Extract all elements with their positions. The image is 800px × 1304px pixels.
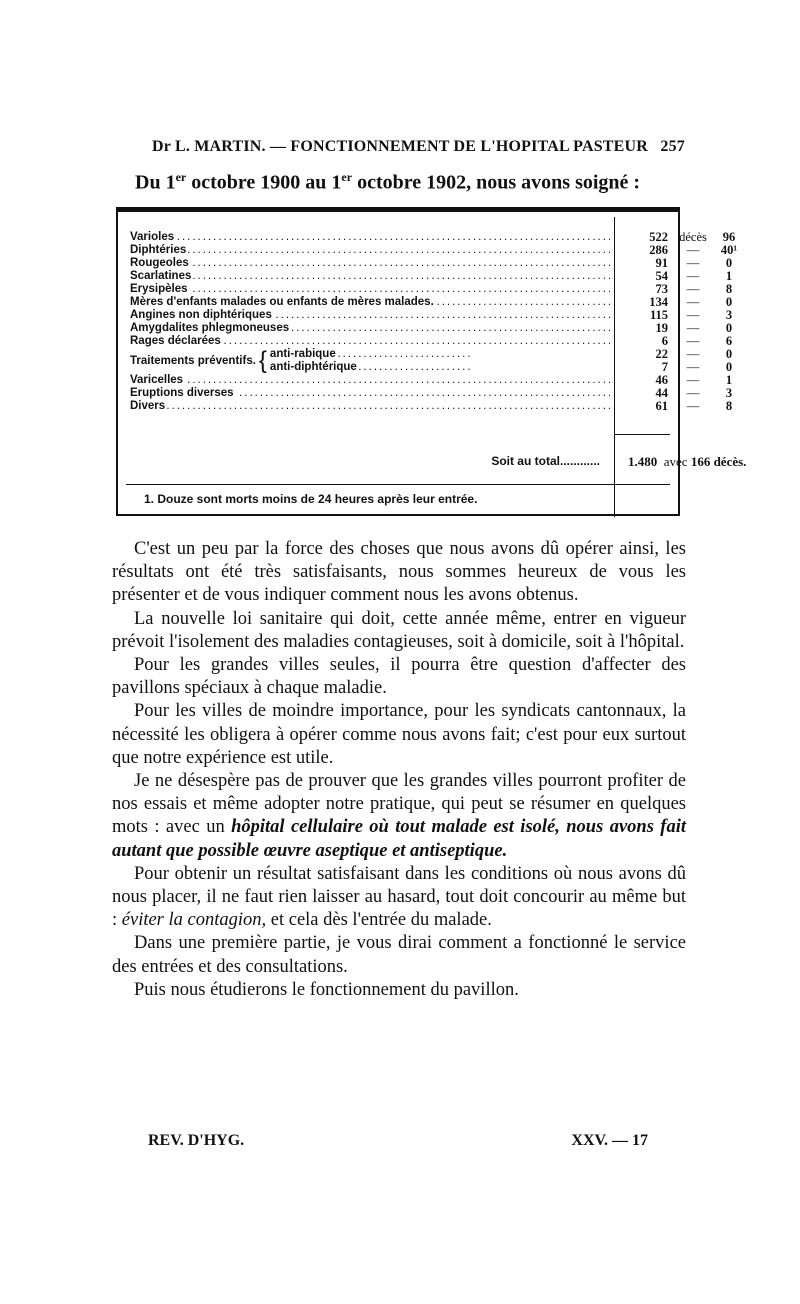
cases-count: 73 <box>655 282 668 296</box>
disease-label: Amygdalites phlegmoneuses <box>130 322 290 334</box>
table-row-preventive <box>130 348 610 374</box>
dash-separator: — <box>686 308 700 322</box>
disease-label: Mères d'enfants malades ou enfants de mères malades. <box>130 296 434 308</box>
paragraph-2: La nouvelle loi sanitaire qui doit, cette année même, entrer en vigueur prévoit l'isolement des maladies contagieuses, soit à domicile, soit à l'hôpital. <box>112 608 686 652</box>
dash-separator: — <box>686 256 700 270</box>
dash-separator: — <box>686 386 700 400</box>
deaths-count: 8 <box>725 399 733 413</box>
disease-label: Varioles <box>130 231 175 243</box>
deces-label: décès <box>679 230 707 244</box>
table-column-divider <box>614 217 615 517</box>
body-text <box>112 538 686 1002</box>
paragraph-8: Puis nous étudierons le fonctionnement du pavillon. <box>134 979 519 1000</box>
deaths-count: 96 <box>722 230 736 244</box>
preventive-sub-label: anti-diphtérique <box>269 361 357 373</box>
intro-middle: octobre 1900 au 1 <box>186 171 342 194</box>
cases-count: 6 <box>661 334 668 348</box>
disease-label: Rages déclarées <box>130 335 221 347</box>
deaths-count: 6 <box>725 334 733 348</box>
footer-signature: XXV. — 17 <box>571 1132 648 1149</box>
table-row-values <box>618 400 778 413</box>
table-row-label <box>130 296 610 309</box>
cases-count: 7 <box>661 360 668 374</box>
table-row-label <box>130 374 610 387</box>
disease-label: Eruptions diverses <box>130 387 234 399</box>
p6-italic: éviter la contagion, <box>121 910 267 931</box>
total-label-text: Soit au total <box>491 454 560 468</box>
brace: { <box>258 347 267 374</box>
deaths-count: 3 <box>725 386 733 400</box>
deaths-count: 0 <box>725 347 733 361</box>
table-footnote: 1. Douze sont morts moins de 24 heures après leur entrée. <box>144 492 478 506</box>
statistics-table <box>116 207 747 516</box>
disease-label: Scarlatines <box>130 270 192 282</box>
cases-count: 134 <box>649 295 668 309</box>
deaths-count: 0 <box>725 321 733 335</box>
paragraph-5 <box>112 770 686 863</box>
table-row-label <box>130 335 610 348</box>
total-with: avec <box>663 454 688 469</box>
dash-separator: — <box>686 399 700 413</box>
cases-count: 115 <box>649 308 668 322</box>
dash-separator: — <box>686 243 700 257</box>
preventive-sub-label: anti-rabique <box>269 348 336 360</box>
dash-separator: — <box>686 373 700 387</box>
running-header <box>152 138 685 156</box>
deaths-count: 40¹ <box>720 243 738 257</box>
dash-separator: — <box>686 269 700 283</box>
intro-line <box>135 170 640 195</box>
running-title: Dr L. MARTIN. — FONCTIONNEMENT DE L'HOPITAL PASTEUR <box>152 138 649 155</box>
disease-label: Erysipèles <box>130 283 188 295</box>
deaths-count: 1 <box>725 269 733 283</box>
preventive-label: Traitements préventifs. <box>130 354 256 367</box>
dash-separator: — <box>686 360 700 374</box>
total-deaths: 166 décès. <box>690 454 747 469</box>
disease-label: Diphtéries <box>130 244 187 256</box>
table-row-label <box>130 244 610 257</box>
cases-count: 44 <box>655 386 668 400</box>
cases-count: 91 <box>655 256 668 270</box>
intro-sup-1: er <box>175 170 187 184</box>
paragraph-6 <box>112 863 686 933</box>
p6-end: et cela dès l'entrée du malade. <box>266 910 492 931</box>
dash-separator: — <box>686 347 700 361</box>
deaths-count: 0 <box>725 360 733 374</box>
cases-count: 22 <box>655 347 668 361</box>
p6-start: Pour obtenir un résultat satisfaisant dans les conditions où nous avons dû nous placer, il ne faut rien laisser au hasard, tout doit concourir au même but : <box>112 863 686 931</box>
disease-label: Angines non diphtériques <box>130 309 272 321</box>
table-row-label <box>130 387 610 400</box>
dash-separator: — <box>686 334 700 348</box>
dash-separator: — <box>686 295 700 309</box>
deaths-count: 0 <box>725 295 733 309</box>
total-separator <box>614 434 670 435</box>
disease-label: Divers <box>130 400 166 412</box>
cases-count: 46 <box>655 373 668 387</box>
total-dots: ............ <box>559 454 600 468</box>
footer-journal: REV. D'HYG. <box>148 1132 245 1149</box>
dash-separator: — <box>686 282 700 296</box>
table-row-label <box>130 283 610 296</box>
deaths-count: 0 <box>725 256 733 270</box>
cases-count: 61 <box>655 399 668 413</box>
cases-count: 54 <box>655 269 668 283</box>
table-row-label <box>130 400 610 413</box>
deaths-count: 8 <box>725 282 733 296</box>
table-values <box>618 231 778 413</box>
table-top-rule <box>118 209 678 212</box>
paragraph-1: C'est un peu par la force des choses que nous avons dû opérer ainsi, les résultats ont été très satisfaisants, nous sommes heureux de vous les présenter et de vous indiquer comment nous les avons obtenus. <box>112 539 686 606</box>
disease-label: Varicelles <box>130 374 184 386</box>
cases-count: 286 <box>649 243 668 257</box>
cases-count: 522 <box>649 230 668 244</box>
intro-suffix: octobre 1902, nous avons soigné : <box>352 171 641 194</box>
table-row-label <box>130 231 610 244</box>
disease-label: Rougeoles <box>130 257 189 269</box>
cases-count: 19 <box>655 321 668 335</box>
table-row-label <box>130 270 610 283</box>
total-label <box>130 454 600 468</box>
deaths-count: 3 <box>725 308 733 322</box>
paragraph-7: Dans une première partie, je vous dirai comment a fonctionné le service des entrées et des consultations. <box>112 933 686 977</box>
paragraph-3: Pour les grandes villes seules, il pourra être question d'affecter des pavillons spéciaux à chaque maladie. <box>112 655 686 699</box>
intro-prefix: Du 1 <box>135 171 176 194</box>
page-number: 257 <box>660 138 685 155</box>
footnote-rule <box>126 484 670 485</box>
paragraph-4: Pour les villes de moindre importance, pour les syndicats cantonnaux, la nécessité les obligera à opérer comme nous avons fait; c'est pour eux surtout que notre expérience est utile. <box>112 701 686 768</box>
deaths-count: 1 <box>725 373 733 387</box>
p5-start: Je ne désespère pas de prouver que les grandes villes pourront profiter de nos essais et même adopter notre pratique, qui peut se résumer en quelques mots : avec un <box>112 771 686 838</box>
table-row-label <box>130 257 610 270</box>
intro-sup-2: er <box>341 170 353 184</box>
page-footer <box>148 1132 648 1150</box>
table-row-label <box>130 322 610 335</box>
total-cases: 1.480 <box>628 454 658 469</box>
total-value <box>628 454 778 470</box>
table-row-label <box>130 309 610 322</box>
table-labels <box>130 231 610 413</box>
dash-separator: — <box>686 321 700 335</box>
p5-italic: hôpital cellulaire où tout malade est isolé, nous avons fait autant que possible œuvre aseptique et antiseptique. <box>112 817 686 861</box>
